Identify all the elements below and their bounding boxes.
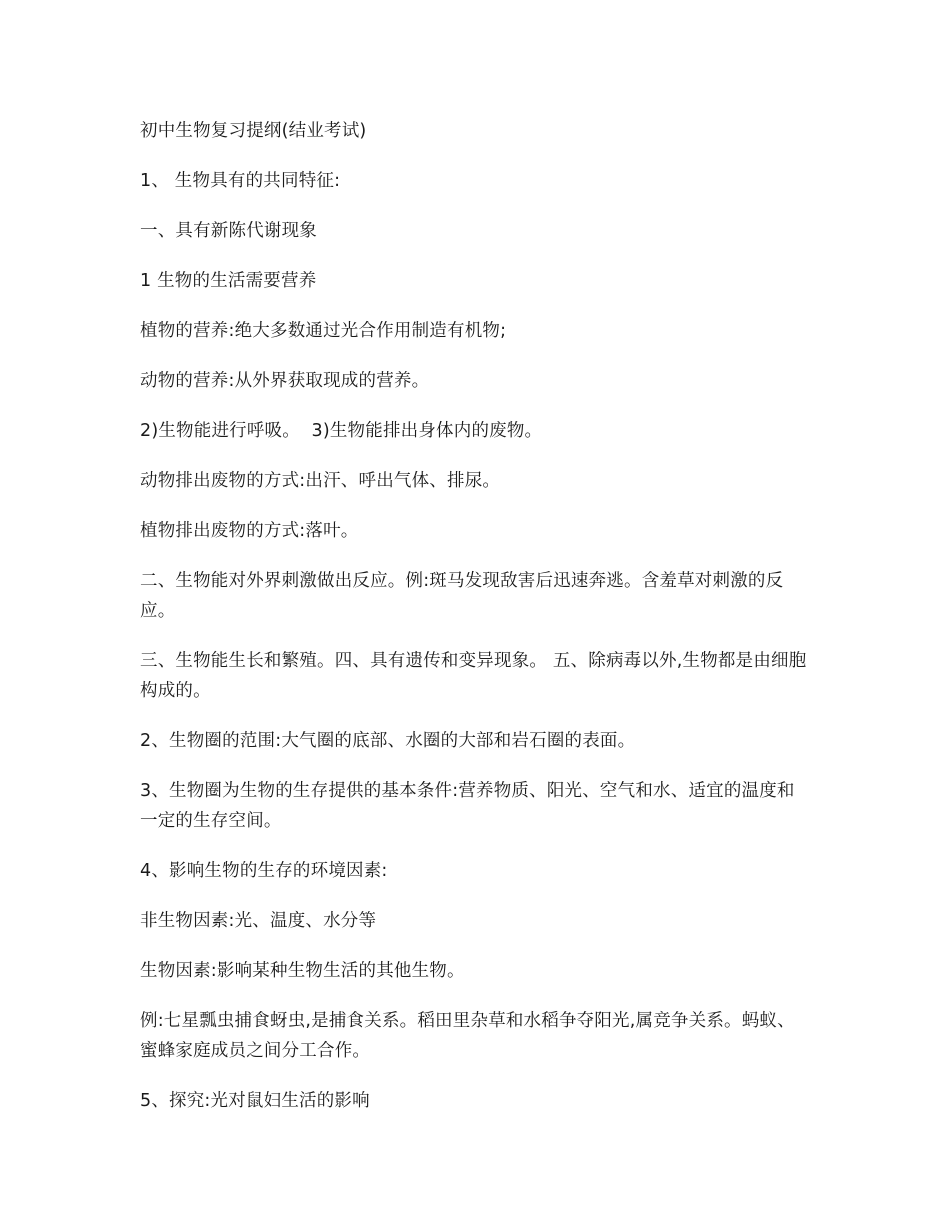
paragraph: 1 生物的生活需要营养: [140, 271, 317, 291]
paragraph: 动物排出废物的方式:出汗、呼出气体、排尿。: [140, 471, 501, 491]
paragraph: 2)生物能进行呼吸。 3)生物能排出身体内的废物。: [140, 421, 543, 441]
paragraph: 动物的营养:从外界获取现成的营养。: [140, 371, 430, 391]
paragraph: 2、生物圈的范围:大气圈的底部、水圈的大部和岩石圈的表面。: [140, 731, 636, 751]
paragraph: 三、生物能生长和繁殖。四、具有遗传和变异现象。 五、除病毒以外,生物都是由细胞构成的。: [140, 651, 807, 701]
paragraph: 植物的营养:绝大多数通过光合作用制造有机物;: [140, 321, 507, 341]
paragraph: 一、具有新陈代谢现象: [140, 221, 317, 241]
paragraph: 5、探究:光对鼠妇生活的影响: [140, 1091, 370, 1111]
paragraph: 例:七星瓢虫捕食蚜虫,是捕食关系。稻田里杂草和水稻争夺阳光,属竞争关系。蚂蚁、蜜蜂家庭成员之间分工合作。: [140, 1011, 795, 1061]
paragraph: 植物排出废物的方式:落叶。: [140, 521, 359, 541]
document-title: 初中生物复习提纲(结业考试): [140, 121, 367, 141]
paragraph: 1、 生物具有的共同特征:: [140, 171, 341, 191]
paragraph: 非生物因素:光、温度、水分等: [140, 911, 377, 931]
paragraph: 二、生物能对外界刺激做出反应。例:斑马发现敌害后迅速奔逃。含羞草对刺激的反应。: [140, 571, 784, 621]
paragraph: 生物因素:影响某种生物生活的其他生物。: [140, 961, 465, 981]
paragraph: 3、生物圈为生物的生存提供的基本条件:营养物质、阳光、空气和水、适宜的温度和一定的生存空间。: [140, 781, 795, 831]
document-body: [140, 116, 810, 1136]
paragraph: 4、影响生物的生存的环境因素:: [140, 861, 388, 881]
